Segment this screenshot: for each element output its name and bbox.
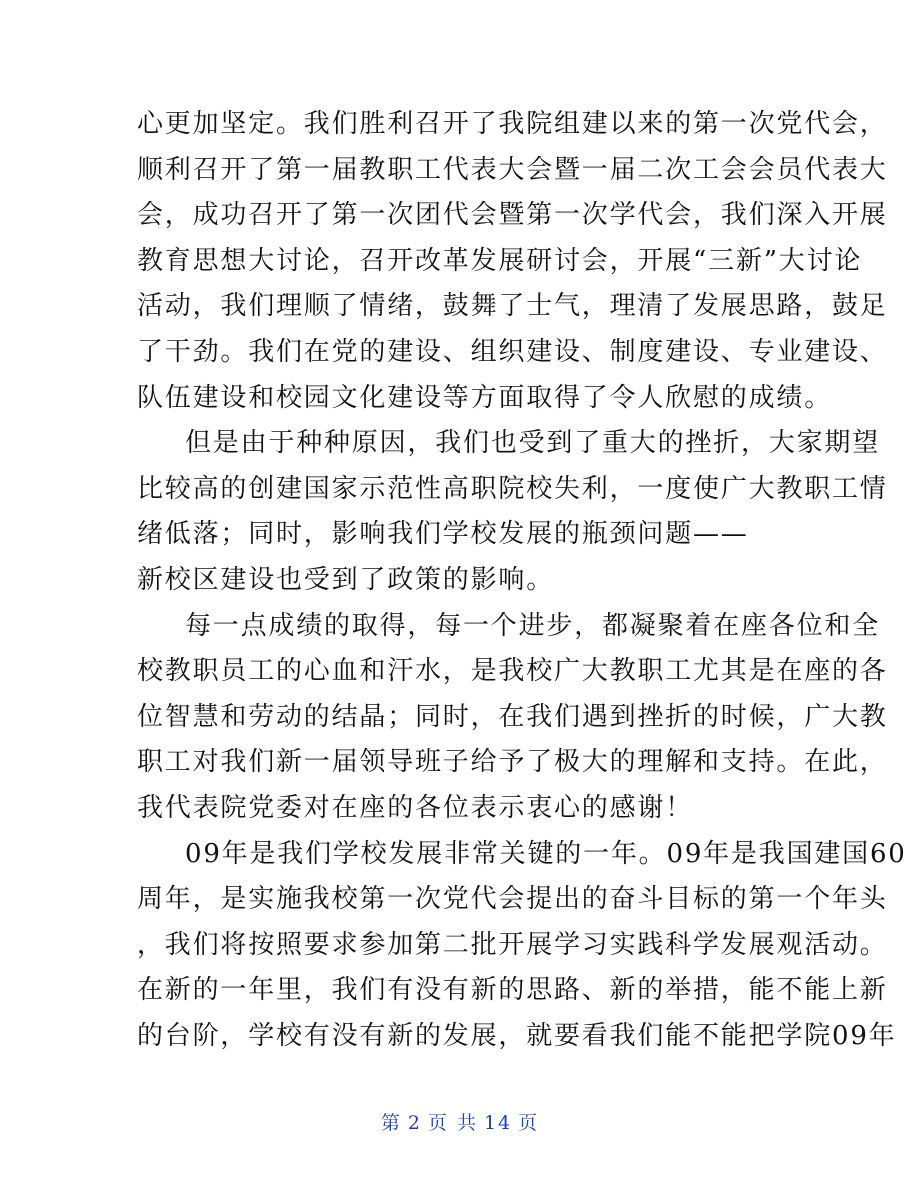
body-text [137, 102, 907, 1059]
text-line: 比较高的创建国家示范性高职院校失利，一度使广大教职工情 [137, 473, 888, 504]
footer-prefix: 第 [380, 1112, 402, 1134]
paragraph-start-line: 每一点成绩的取得，每一个进步，都凝聚着在座各位和全 [185, 610, 881, 641]
footer-suffix: 页 [518, 1112, 540, 1134]
text-line: 在新的一年里，我们有没有新的思路、新的举措，能不能上新 [137, 975, 888, 1006]
paragraph-start-line: 09年是我们学校发展非常关键的一年。09年是我国建国60 [185, 838, 907, 869]
text-line: 新校区建设也受到了政策的影响。 [137, 564, 555, 595]
paragraph-start-line: 但是由于种种原因，我们也受到了重大的挫折，大家期望 [185, 428, 881, 459]
text-line: 位智慧和劳动的结晶；同时，在我们遇到挫折的时候，广大教 [137, 701, 888, 732]
text-line: 教育思想大讨论，召开改革发展研讨会，开展“三新”大讨论 [137, 245, 863, 276]
text-line: 心更加坚定。我们胜利召开了我院组建以来的第一次党代会， [137, 109, 888, 139]
current-page-number: 2 [407, 1112, 422, 1134]
footer-middle: 页 共 [427, 1112, 478, 1134]
text-line: 会，成功召开了第一次团代会暨第一次学代会，我们深入开展 [137, 200, 888, 231]
text-line: 周年，是实施我校第一次党代会提出的奋斗目标的第一个年头 [137, 884, 888, 915]
page-footer [0, 1108, 920, 1135]
text-line: 职工对我们新一届领导班子给予了极大的理解和支持。在此， [137, 747, 888, 778]
text-line: 顺利召开了第一届教职工代表大会暨一届二次工会会员代表大 [137, 154, 888, 185]
text-line: 绪低落；同时，影响我们学校发展的瓶颈问题—— [137, 519, 749, 550]
text-line: 的台阶，学校有没有新的发展，就要看我们能不能把学院09年 [137, 1020, 897, 1051]
text-line: ，我们将按照要求参加第二批开展学习实践科学发展观活动。 [137, 929, 888, 960]
text-line: 队伍建设和校园文化建设等方面取得了令人欣慰的成绩。 [137, 382, 833, 413]
text-line: 活动，我们理顺了情绪，鼓舞了士气，理清了发展思路，鼓足 [137, 291, 888, 322]
text-line: 我代表院党委对在座的各位表示衷心的感谢！ [137, 792, 694, 823]
total-page-count: 14 [483, 1112, 513, 1134]
text-line: 校教职员工的心血和汗水，是我校广大教职工尤其是在座的各 [137, 656, 888, 687]
text-line: 了干劲。我们在党的建设、组织建设、制度建设、专业建设、 [137, 336, 888, 367]
